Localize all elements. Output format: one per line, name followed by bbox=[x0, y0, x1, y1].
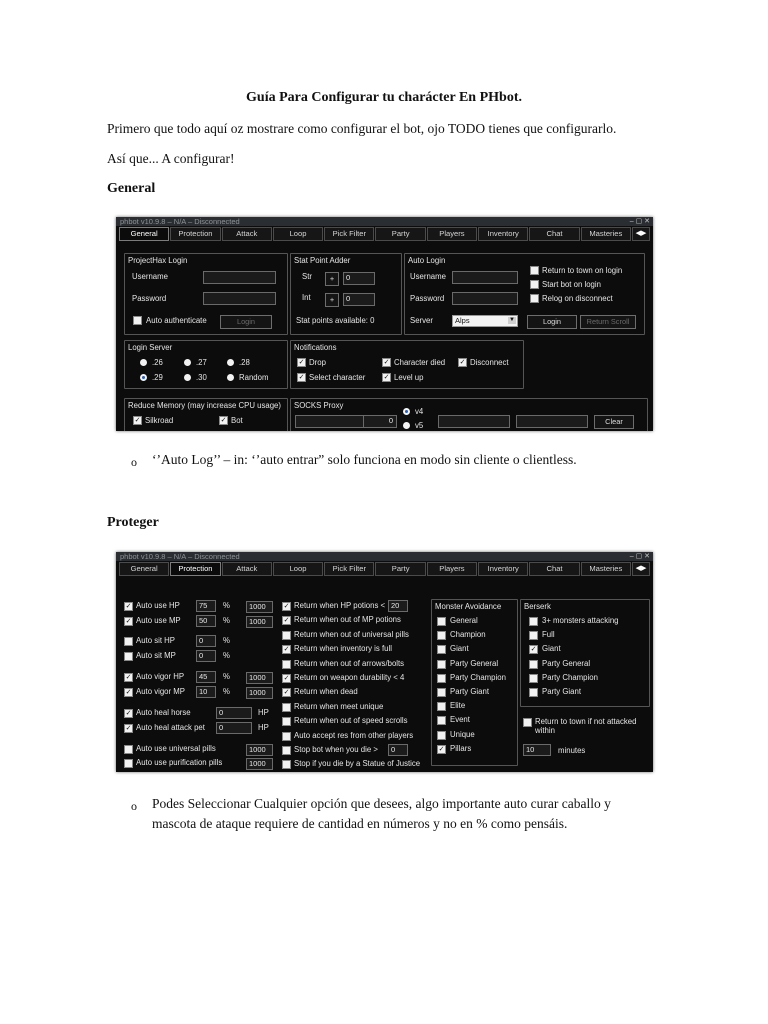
bot-checkbox[interactable]: ✓ bbox=[220, 417, 227, 424]
berserk-checkbox[interactable] bbox=[529, 617, 538, 626]
return-checkbox[interactable]: ✓ bbox=[283, 617, 290, 625]
protection-value-input[interactable]: 0 bbox=[216, 722, 252, 734]
socks-pass-input[interactable] bbox=[516, 415, 588, 428]
server-radio-27[interactable] bbox=[184, 359, 191, 366]
auto-login-username-input[interactable] bbox=[452, 271, 518, 284]
protection-checkbox[interactable]: ✓ bbox=[125, 725, 132, 732]
protection-value-input[interactable]: 0 bbox=[196, 650, 216, 662]
berserk-label: 3+ monsters attacking bbox=[542, 616, 619, 625]
window-title-bar bbox=[116, 217, 653, 226]
tab-chat[interactable]: Chat bbox=[529, 562, 579, 576]
protection-amount-input[interactable]: 1000 bbox=[246, 616, 273, 628]
chevron-down-icon: ▼ bbox=[509, 317, 515, 323]
tab-protection[interactable]: Protection bbox=[170, 562, 220, 576]
protection-label: Auto sit HP bbox=[136, 636, 175, 645]
protection-label: Auto sit MP bbox=[136, 651, 176, 660]
password-input[interactable] bbox=[203, 292, 276, 305]
socks-v4-radio[interactable] bbox=[403, 408, 410, 415]
berserk-label: Party Champion bbox=[542, 672, 598, 682]
berserk-checkbox[interactable] bbox=[529, 660, 538, 669]
monster-avoid-checkbox[interactable] bbox=[437, 645, 446, 654]
tab-protection[interactable]: Protection bbox=[170, 227, 220, 241]
username-label: Username bbox=[132, 272, 168, 281]
username-input[interactable] bbox=[203, 271, 276, 284]
return-town-login-checkbox[interactable] bbox=[530, 266, 539, 275]
monster-avoid-label: Champion bbox=[450, 630, 486, 640]
socks-user-input[interactable] bbox=[438, 415, 510, 428]
auto-login-password-label: Password bbox=[410, 294, 445, 303]
protection-value-input[interactable]: 10 bbox=[196, 686, 216, 698]
tab-general[interactable]: General bbox=[119, 227, 169, 241]
tab-inventory[interactable]: Inventory bbox=[478, 227, 528, 241]
tab-masteries[interactable]: Masteries bbox=[581, 227, 631, 241]
notif-char-died-checkbox[interactable]: ✓ bbox=[383, 359, 390, 366]
monster-avoid-label: Party Giant bbox=[450, 687, 489, 696]
server-select[interactable] bbox=[452, 315, 518, 327]
socks-port-input[interactable]: 0 bbox=[363, 415, 397, 428]
return-checkbox[interactable] bbox=[282, 703, 291, 712]
protection-checkbox[interactable]: ✓ bbox=[125, 674, 132, 681]
notif-select-char-checkbox[interactable]: ✓ bbox=[298, 374, 305, 381]
notif-level-up-checkbox[interactable]: ✓ bbox=[383, 374, 390, 381]
protection-unit: % bbox=[223, 687, 230, 696]
protection-label: Auto heal attack pet bbox=[136, 723, 205, 732]
protection-value-input[interactable]: 0 bbox=[196, 635, 216, 647]
return-checkbox[interactable]: ✓ bbox=[283, 646, 290, 654]
return-label: Return when out of universal pills bbox=[294, 629, 409, 639]
tab-scroll-arrows-icon[interactable]: ◀▶ bbox=[632, 562, 650, 576]
monster-avoid-checkbox[interactable] bbox=[437, 660, 446, 669]
tab-general[interactable]: General bbox=[119, 562, 169, 576]
return-checkbox[interactable]: ✓ bbox=[283, 603, 290, 610]
login-button[interactable]: Login bbox=[220, 315, 272, 329]
protection-label: Auto use universal pills bbox=[136, 744, 216, 753]
tab-bar bbox=[119, 562, 650, 576]
protection-checkbox[interactable]: ✓ bbox=[125, 618, 132, 625]
return-not-attacked-label: Return to town if not attacked bbox=[535, 717, 637, 726]
return-value-input[interactable]: 0 bbox=[388, 744, 408, 756]
tab-chat[interactable]: Chat bbox=[529, 227, 579, 241]
str-input[interactable]: 0 bbox=[343, 272, 375, 285]
group-label: Login Server bbox=[128, 343, 173, 352]
return-checkbox[interactable]: ✓ bbox=[283, 675, 290, 682]
window-controls[interactable]: – ▢ ✕ bbox=[629, 553, 650, 560]
intro-paragraph: Primero que todo aquí oz mostrare como configurar el bot, ojo TODO tienes que configurarlo. bbox=[107, 121, 617, 136]
return-checkbox[interactable] bbox=[282, 732, 291, 741]
window-title: phbot v10.9.8 – N/A – Disconnected bbox=[120, 217, 240, 226]
server-radio-random[interactable] bbox=[227, 374, 234, 381]
server-radio-30[interactable] bbox=[184, 374, 191, 381]
protection-unit: HP bbox=[258, 708, 269, 717]
protection-label: Auto use purification pills bbox=[136, 758, 223, 767]
group-label: ProjectHax Login bbox=[128, 256, 188, 265]
socks-v5-radio[interactable] bbox=[403, 422, 410, 429]
berserk-checkbox[interactable] bbox=[529, 631, 538, 640]
return-not-attacked-label-2: within bbox=[535, 726, 555, 735]
monster-avoid-label: General bbox=[450, 616, 478, 625]
monster-avoid-label: Party General bbox=[450, 658, 499, 668]
group-label: Monster Avoidance bbox=[435, 602, 502, 611]
window-controls[interactable]: – ▢ ✕ bbox=[629, 218, 650, 225]
heading-general: General bbox=[107, 181, 156, 196]
protection-value-input[interactable]: 50 bbox=[196, 615, 216, 627]
group-label: Reduce Memory (may increase CPU usage) bbox=[128, 401, 281, 410]
protection-amount-input[interactable]: 1000 bbox=[246, 758, 273, 770]
tab-bar bbox=[119, 227, 650, 241]
int-label: Int bbox=[302, 293, 311, 302]
bullet-proteger-line-1: Podes Seleccionar Cualquier opción que desees, algo importante auto curar caballo y bbox=[152, 796, 611, 811]
monster-avoid-label: Pillars bbox=[450, 743, 472, 753]
protection-unit: % bbox=[223, 651, 230, 660]
bullet-proteger-line-2: mascota de ataque requiere de cantidad en números y no en % como pensáis. bbox=[152, 816, 568, 831]
protection-amount-input[interactable]: 1000 bbox=[246, 601, 273, 613]
group-label: Auto Login bbox=[408, 256, 446, 265]
return-value-input[interactable]: 20 bbox=[388, 600, 408, 612]
monster-avoid-checkbox[interactable] bbox=[437, 631, 446, 640]
server-radio-29[interactable] bbox=[140, 374, 147, 381]
protection-checkbox[interactable] bbox=[124, 652, 133, 661]
bot-label: Bot bbox=[231, 416, 243, 425]
protection-label: Auto heal horse bbox=[136, 708, 191, 717]
server-label: Server bbox=[410, 316, 433, 325]
return-label: Return when dead bbox=[294, 687, 358, 697]
notif-select-char-label: Select character bbox=[309, 373, 366, 382]
protection-unit: % bbox=[223, 636, 230, 645]
protection-label: Auto vigor HP bbox=[136, 672, 185, 681]
bullet-marker: o bbox=[131, 799, 137, 813]
return-checkbox[interactable] bbox=[282, 660, 291, 669]
tab-attack[interactable]: Attack bbox=[222, 227, 272, 241]
protection-unit: % bbox=[223, 672, 230, 681]
notif-level-up-label: Level up bbox=[394, 373, 424, 382]
berserk-checkbox[interactable]: ✓ bbox=[530, 646, 537, 654]
server-radio-26[interactable] bbox=[140, 359, 147, 366]
relog-disconnect-checkbox[interactable] bbox=[530, 294, 539, 303]
relog-disconnect-label: Relog on disconnect bbox=[542, 294, 613, 303]
tab-pick-filter[interactable]: Pick Filter bbox=[324, 227, 374, 241]
return-label: Return when meet unique bbox=[294, 701, 384, 711]
group-label: Berserk bbox=[524, 602, 551, 611]
tab-loop[interactable]: Loop bbox=[273, 562, 323, 576]
start-bot-login-checkbox[interactable] bbox=[530, 280, 539, 289]
notif-drop-label: Drop bbox=[309, 358, 326, 367]
window-title: phbot v10.9.8 – N/A – Disconnected bbox=[120, 552, 240, 561]
monster-avoid-checkbox[interactable]: ✓ bbox=[438, 745, 445, 753]
auto-authenticate-checkbox[interactable] bbox=[133, 316, 142, 325]
berserk-label: Full bbox=[542, 630, 555, 640]
protection-checkbox[interactable]: ✓ bbox=[125, 710, 132, 717]
tab-scroll-arrows-icon[interactable]: ◀▶ bbox=[632, 227, 650, 241]
socks-v5-label: v5 bbox=[415, 421, 424, 430]
server-radio-28[interactable] bbox=[227, 359, 234, 366]
silkroad-label: Silkroad bbox=[145, 416, 174, 425]
screenshot-protection bbox=[116, 552, 653, 772]
monster-avoid-checkbox[interactable] bbox=[437, 702, 446, 711]
server-radio-label: .29 bbox=[152, 373, 163, 382]
notif-char-died-label: Character died bbox=[394, 358, 446, 367]
tab-loop[interactable]: Loop bbox=[273, 227, 323, 241]
tab-players[interactable]: Players bbox=[427, 227, 477, 241]
str-plus-button[interactable]: + bbox=[325, 272, 339, 286]
int-input[interactable]: 0 bbox=[343, 293, 375, 306]
monster-avoid-label: Event bbox=[450, 715, 470, 725]
return-label: Return when out of arrows/bolts bbox=[294, 658, 405, 668]
tab-inventory[interactable]: Inventory bbox=[478, 562, 528, 576]
auto-login-password-input[interactable] bbox=[452, 292, 518, 305]
tab-attack[interactable]: Attack bbox=[222, 562, 272, 576]
return-scroll-button[interactable]: Return Scroll bbox=[580, 315, 636, 329]
berserk-label: Party Giant bbox=[542, 687, 581, 696]
group-label: Stat Point Adder bbox=[294, 256, 351, 265]
notif-drop-checkbox[interactable]: ✓ bbox=[298, 359, 305, 366]
protection-unit: % bbox=[223, 601, 230, 610]
window-title-bar bbox=[116, 552, 653, 561]
monster-avoid-checkbox[interactable] bbox=[437, 688, 446, 697]
monster-avoid-label: Party Champion bbox=[450, 672, 506, 682]
protection-value-input[interactable]: 75 bbox=[196, 600, 216, 612]
return-label: Stop if you die by a Statue of Justice bbox=[294, 759, 421, 769]
berserk-label: Giant bbox=[542, 644, 561, 654]
monster-avoid-checkbox[interactable] bbox=[437, 716, 446, 725]
monster-avoid-checkbox[interactable] bbox=[437, 731, 446, 740]
screenshot-general bbox=[116, 217, 653, 431]
protection-label: Auto vigor MP bbox=[136, 687, 185, 696]
protection-value-input[interactable]: 45 bbox=[196, 671, 216, 683]
protection-checkbox[interactable] bbox=[124, 759, 133, 768]
tab-masteries[interactable]: Masteries bbox=[581, 562, 631, 576]
return-checkbox[interactable] bbox=[282, 746, 291, 755]
server-radio-label: .28 bbox=[239, 358, 250, 367]
berserk-label: Party General bbox=[542, 658, 591, 668]
protection-unit: HP bbox=[258, 723, 269, 732]
server-radio-label: Random bbox=[239, 373, 269, 382]
monster-avoid-label: Unique bbox=[450, 729, 475, 739]
return-label: Return on weapon durability < 4 bbox=[294, 673, 405, 682]
berserk-checkbox[interactable] bbox=[529, 674, 538, 683]
stat-points-available: Stat points available: 0 bbox=[296, 316, 375, 325]
protection-unit: % bbox=[223, 616, 230, 625]
server-value: Alps bbox=[455, 316, 470, 325]
return-town-login-label: Return to town on login bbox=[542, 266, 623, 275]
notif-disconnect-checkbox[interactable]: ✓ bbox=[459, 359, 466, 366]
group-label: Notifications bbox=[294, 343, 337, 352]
minutes-input[interactable]: 10 bbox=[523, 744, 551, 756]
protection-amount-input[interactable]: 1000 bbox=[246, 744, 273, 756]
return-checkbox[interactable]: ✓ bbox=[283, 689, 290, 697]
berserk-checkbox[interactable] bbox=[529, 688, 538, 697]
auto-login-username-label: Username bbox=[410, 272, 446, 281]
monster-avoid-checkbox[interactable] bbox=[437, 617, 446, 626]
protection-checkbox[interactable]: ✓ bbox=[125, 603, 132, 610]
protection-label: Auto use MP bbox=[136, 616, 181, 625]
protection-checkbox[interactable] bbox=[124, 637, 133, 646]
start-bot-login-label: Start bot on login bbox=[542, 280, 601, 289]
int-plus-button[interactable]: + bbox=[325, 293, 339, 307]
return-not-attacked-checkbox[interactable] bbox=[523, 718, 532, 727]
protection-value-input[interactable]: 0 bbox=[216, 707, 252, 719]
return-checkbox[interactable] bbox=[282, 717, 291, 726]
return-label: Auto accept res from other players bbox=[294, 730, 414, 740]
protection-amount-input[interactable]: 1000 bbox=[246, 672, 273, 684]
tab-party[interactable]: Party bbox=[375, 562, 425, 576]
socks-clear-button[interactable]: Clear bbox=[594, 415, 634, 429]
server-radio-label: .27 bbox=[196, 358, 207, 367]
server-radio-label: .26 bbox=[152, 358, 163, 367]
silkroad-checkbox[interactable]: ✓ bbox=[134, 417, 141, 424]
bullet-general: ‘’Auto Log’’ – in: ‘’auto entrar” solo funciona en modo sin cliente o clientless. bbox=[152, 452, 577, 467]
intro-line-2: Así que... A configurar! bbox=[107, 151, 235, 166]
password-label: Password bbox=[132, 294, 167, 303]
protection-checkbox[interactable]: ✓ bbox=[125, 689, 132, 696]
tab-players[interactable]: Players bbox=[427, 562, 477, 576]
server-radio-label: .30 bbox=[196, 373, 207, 382]
monster-avoid-label: Giant bbox=[450, 644, 469, 654]
group-label: SOCKS Proxy bbox=[294, 401, 344, 410]
monster-avoid-checkbox[interactable] bbox=[437, 674, 446, 683]
notif-disconnect-label: Disconnect bbox=[470, 358, 509, 367]
heading-proteger: Proteger bbox=[107, 515, 159, 530]
return-label: Return when out of speed scrolls bbox=[294, 716, 408, 726]
str-label: Str bbox=[302, 272, 312, 281]
tab-party[interactable]: Party bbox=[375, 227, 425, 241]
return-label: Return when out of MP potions bbox=[294, 615, 401, 625]
monster-avoid-label: Elite bbox=[450, 701, 466, 711]
socks-v4-label: v4 bbox=[415, 407, 424, 416]
minutes-label: minutes bbox=[558, 746, 586, 755]
return-label: Return when HP potions < bbox=[294, 601, 386, 610]
auto-login-button[interactable]: Login bbox=[527, 315, 577, 329]
protection-label: Auto use HP bbox=[136, 601, 180, 610]
bullet-marker: o bbox=[131, 455, 137, 469]
return-label: Stop bot when you die > bbox=[294, 745, 378, 754]
tab-pick-filter[interactable]: Pick Filter bbox=[324, 562, 374, 576]
return-checkbox[interactable] bbox=[282, 760, 291, 769]
auto-authenticate-label: Auto authenticate bbox=[146, 316, 207, 325]
page-title: Guía Para Configurar tu charácter En PHbot. bbox=[246, 90, 522, 105]
protection-amount-input[interactable]: 1000 bbox=[246, 687, 273, 699]
return-label: Return when inventory is full bbox=[294, 644, 392, 654]
protection-checkbox[interactable] bbox=[124, 745, 133, 754]
return-checkbox[interactable] bbox=[282, 631, 291, 640]
